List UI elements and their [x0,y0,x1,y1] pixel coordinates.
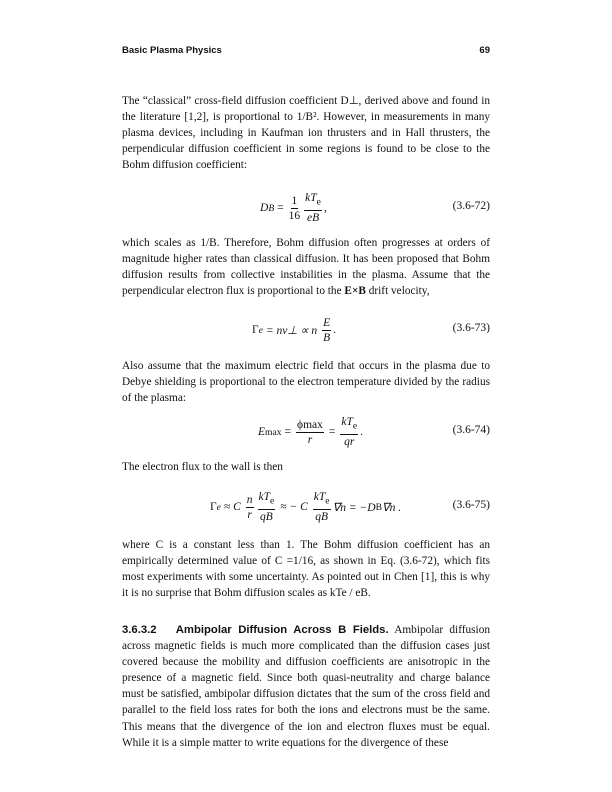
paragraph-4: The electron flux to the wall is then [122,461,283,473]
equation-number: (3.6-72) [452,200,490,212]
equation-number: (3.6-75) [452,499,490,511]
page-number: 69 [479,45,490,56]
section-3-6-3-2: 3.6.3.2 Ambipolar Diffusion Across B Fields. Ambipolar diffusion across magnetic fields is much more complicated than the diffusion cases just covered because the mobility and diffusion coefficients are anisotropic in the presence of a magnetic field. Since both quasi-neutrality and charge balance must be satisfied, ambipolar diffusion dictates that the sum of the cross field and parallel to the field loss rates for both the ions and electrons must be the same. This means that the divergence of the ion and electron fluxes must be equal. While it is a simple matter to write equations for the divergence of these [122,624,490,749]
equation-3-6-74: E max = ϕmax r = $kT_e$ qr . (3.6-74) [258,416,490,448]
running-header-title: Basic Plasma Physics [122,45,222,56]
equation-3-6-73: Γ e = nv⊥ ∝ n E B . (3.6-73) [252,316,490,344]
paragraph-5: where C is a constant less than 1. The Bohm diffusion coefficient has an empirically determined value of C =1/16, as shown in Eq. (3.6-72), which fits most experiments with some uncertainty. As pointed out in Chen [1], this is why it is no surprise that Bohm diffusion scales as kTe / eB. [122,539,490,600]
paragraph-2: which scales as 1/B. Therefore, Bohm diffusion often progresses at orders of magnitude higher rates than classical diffusion. It has been proposed that Bohm diffusion results from collective instabilities in the plasma. Assume that the perpendicular electron flux is proportional to the E×B drift velocity, [122,237,490,298]
equation-3-6-75: Γ e ≈ C n r $kT_e$ qB ≈ − C $kT_e$ qB ∇n = −D B ∇n . (3.6-75) [210,491,490,523]
equation-3-6-72: D B = $\frac{1}{16}$ $kT_e$ eB , (3.6-72) [260,192,490,224]
paragraph-1: The “classical” cross-field diffusion coefficient D⊥, derived above and found in the literature [1,2], is proportional to 1/B². However, in measurements in many plasma devices, including in Kaufman ion thrusters and in Hall thrusters, the perpendicular diffusion coefficient in some regions is found to be close to the Bohm diffusion coefficient: [122,95,490,172]
equation-number: (3.6-73) [452,322,490,334]
paragraph-3: Also assume that the maximum electric field that occurs in the plasma due to Debye shielding is proportional to the electron temperature divided by the radius of the plasma: [122,360,490,405]
equation-number: (3.6-74) [452,424,490,436]
section-heading: 3.6.3.2 Ambipolar Diffusion Across B Fields. [122,624,389,636]
